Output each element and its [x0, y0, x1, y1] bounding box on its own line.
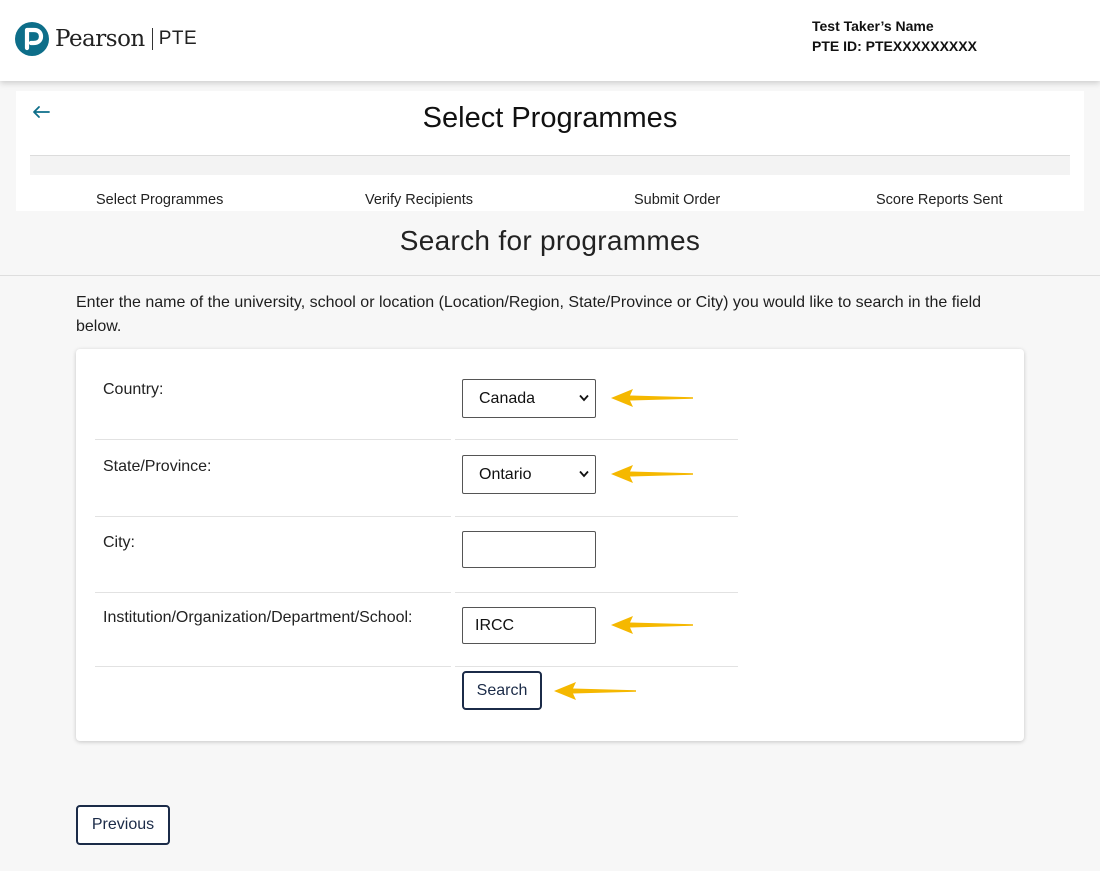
- step-score-reports-sent: Score Reports Sent: [876, 192, 1003, 208]
- annotation-arrow-icon: [611, 465, 693, 483]
- logo-text: Pearson: [55, 26, 145, 52]
- annotation-arrow-icon: [611, 389, 693, 407]
- country-select[interactable]: [462, 379, 596, 418]
- logo-separator: [152, 28, 153, 50]
- search-button[interactable]: Search: [462, 671, 542, 710]
- row-divider: [95, 439, 451, 440]
- progress-divider: [30, 155, 1070, 175]
- row-divider: [95, 666, 451, 667]
- chevron-down-icon: [579, 470, 589, 478]
- logo-product: PTE: [158, 28, 198, 49]
- pte-id: PTE ID: PTEXXXXXXXXX: [812, 38, 977, 54]
- top-bar: [0, 0, 1100, 81]
- pearson-logo-icon: [15, 22, 49, 56]
- chevron-down-icon: [579, 394, 589, 402]
- search-section-header: [0, 211, 1100, 276]
- step-verify-recipients: Verify Recipients: [365, 192, 473, 208]
- row-divider: [95, 516, 451, 517]
- institution-input[interactable]: IRCC: [462, 607, 596, 644]
- country-selected-value: Canada: [479, 390, 536, 407]
- previous-button[interactable]: Previous: [76, 805, 170, 845]
- page-title: Select Programmes: [422, 102, 678, 134]
- state-selected-value: Ontario: [479, 466, 532, 483]
- annotation-arrow-icon: [554, 682, 636, 700]
- search-form-card: [76, 349, 1024, 741]
- country-label: Country:: [103, 381, 164, 398]
- step-select-programmes: Select Programmes: [96, 192, 224, 208]
- user-info: [812, 16, 977, 56]
- search-instructions: Enter the name of the university, school or location (Location/Region, State/Province or City) you would like to search in the field below.: [76, 294, 982, 335]
- row-divider: [455, 516, 738, 517]
- pearson-logo[interactable]: [15, 22, 197, 56]
- city-label: City:: [103, 534, 135, 551]
- search-title: Search for programmes: [399, 225, 701, 256]
- state-label: State/Province:: [103, 458, 212, 475]
- institution-label: Institution/Organization/Department/School:: [103, 609, 413, 626]
- user-name: Test Taker’s Name: [812, 18, 934, 34]
- row-divider: [455, 592, 738, 593]
- row-divider: [455, 439, 738, 440]
- state-select[interactable]: [462, 455, 596, 494]
- city-input[interactable]: [462, 531, 596, 568]
- annotation-arrow-icon: [611, 616, 693, 634]
- step-submit-order: Submit Order: [634, 192, 721, 208]
- row-divider: [95, 592, 451, 593]
- row-divider: [455, 666, 738, 667]
